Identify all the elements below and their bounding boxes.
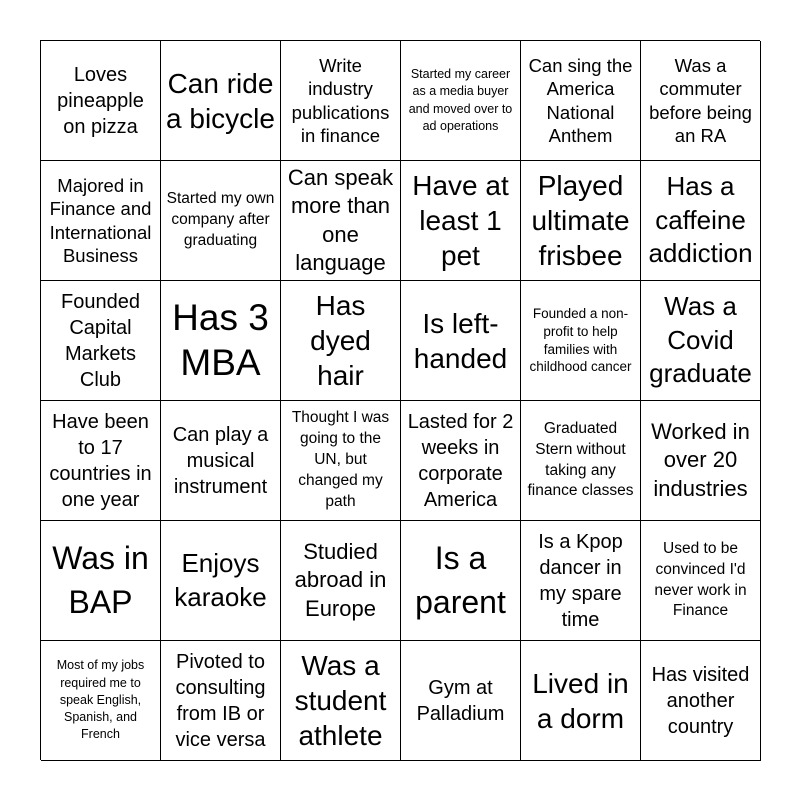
bingo-cell[interactable] (281, 161, 401, 281)
bingo-cell-text: Can ride a bicycle (166, 67, 275, 134)
bingo-cell-text: Write industry publications in finance (291, 55, 390, 146)
bingo-cell-text: Graduated Stern without taking any finance classes (527, 419, 634, 500)
bingo-cell[interactable] (641, 521, 761, 641)
bingo-cell-text: Worked in over 20 industries (651, 419, 750, 501)
bingo-cell[interactable] (41, 521, 161, 641)
bingo-cell-text: Gym at Palladium (416, 676, 505, 725)
bingo-cell-text: Can speak more than one language (287, 165, 394, 275)
bingo-cell[interactable] (641, 641, 761, 761)
bingo-cell-text: Majored in Finance and International Business (49, 175, 152, 266)
bingo-cell[interactable] (41, 161, 161, 281)
bingo-cell[interactable] (161, 641, 281, 761)
bingo-cell-text: Founded a non-profit to help families with childhood cancer (529, 306, 632, 375)
bingo-cell-text: Is a Kpop dancer in my spare time (538, 530, 623, 631)
bingo-cell-text: Was a student athlete (294, 650, 387, 751)
bingo-cell-text: Thought I was going to the UN, but changed my path (291, 409, 390, 510)
bingo-cell-text: Have at least 1 pet (412, 170, 509, 271)
bingo-cell[interactable] (41, 401, 161, 521)
bingo-cell[interactable] (521, 41, 641, 161)
bingo-cell[interactable] (641, 401, 761, 521)
bingo-cell[interactable] (41, 641, 161, 761)
bingo-cell[interactable] (521, 281, 641, 401)
bingo-cell-text: Was in BAP (52, 540, 149, 620)
bingo-cell[interactable] (281, 41, 401, 161)
bingo-cell[interactable] (161, 521, 281, 641)
bingo-cell[interactable] (281, 401, 401, 521)
bingo-cell[interactable] (641, 41, 761, 161)
bingo-cell-text: Pivoted to consulting from IB or vice versa (175, 650, 266, 751)
bingo-cell-text: Is a parent (415, 540, 506, 620)
bingo-cell-text: Lived in a dorm (532, 667, 629, 734)
bingo-cell[interactable] (41, 41, 161, 161)
bingo-cell-text: Loves pineapple on pizza (57, 63, 144, 138)
bingo-cell[interactable] (401, 161, 521, 281)
bingo-cell[interactable] (401, 41, 521, 161)
bingo-cell-text: Founded Capital Markets Club (61, 290, 140, 391)
bingo-board (40, 40, 760, 760)
bingo-cell[interactable] (521, 521, 641, 641)
bingo-cell-text: Lasted for 2 weeks in corporate America (407, 410, 514, 511)
bingo-cell[interactable] (281, 521, 401, 641)
bingo-cell-text: Is left-handed (413, 307, 508, 374)
bingo-cell-text: Enjoys karaoke (174, 547, 267, 612)
bingo-cell-text: Have been to 17 countries in one year (49, 410, 152, 511)
bingo-cell[interactable] (281, 281, 401, 401)
bingo-cell-text: Can play a musical instrument (172, 423, 269, 498)
bingo-cell[interactable] (521, 401, 641, 521)
bingo-cell[interactable] (401, 401, 521, 521)
bingo-cell[interactable] (521, 161, 641, 281)
bingo-cell[interactable] (401, 521, 521, 641)
bingo-cell-text: Was a Covid graduate (649, 290, 752, 389)
bingo-cell-text: Played ultimate frisbee (531, 170, 630, 271)
bingo-cell[interactable] (641, 161, 761, 281)
bingo-cell[interactable] (161, 401, 281, 521)
bingo-cell[interactable] (161, 161, 281, 281)
bingo-cell-text: Started my own company after graduating (166, 190, 275, 249)
bingo-cell-text: Has visited another country (651, 663, 750, 738)
bingo-cell[interactable] (641, 281, 761, 401)
bingo-cell[interactable] (161, 281, 281, 401)
bingo-cell-text: Most of my jobs required me to speak English, Spanish, and French (56, 658, 145, 742)
bingo-cell-text: Was a commuter before being an RA (649, 55, 752, 146)
bingo-cell[interactable] (521, 641, 641, 761)
bingo-cell[interactable] (401, 641, 521, 761)
bingo-cell[interactable] (281, 641, 401, 761)
bingo-cell-text: Has dyed hair (310, 290, 371, 391)
bingo-cell-text: Started my career as a media buyer and moved over to ad operations (408, 67, 513, 133)
bingo-cell-text: Has 3 MBA (172, 297, 269, 383)
bingo-cell-text: Has a caffeine addiction (648, 170, 753, 269)
bingo-cell[interactable] (41, 281, 161, 401)
bingo-cell-text: Can sing the America National Anthem (528, 55, 633, 146)
bingo-cell[interactable] (401, 281, 521, 401)
bingo-cell-text: Studied abroad in Europe (294, 539, 387, 621)
bingo-cell-text: Used to be convinced I'd never work in Finance (654, 539, 747, 620)
bingo-cell[interactable] (161, 41, 281, 161)
